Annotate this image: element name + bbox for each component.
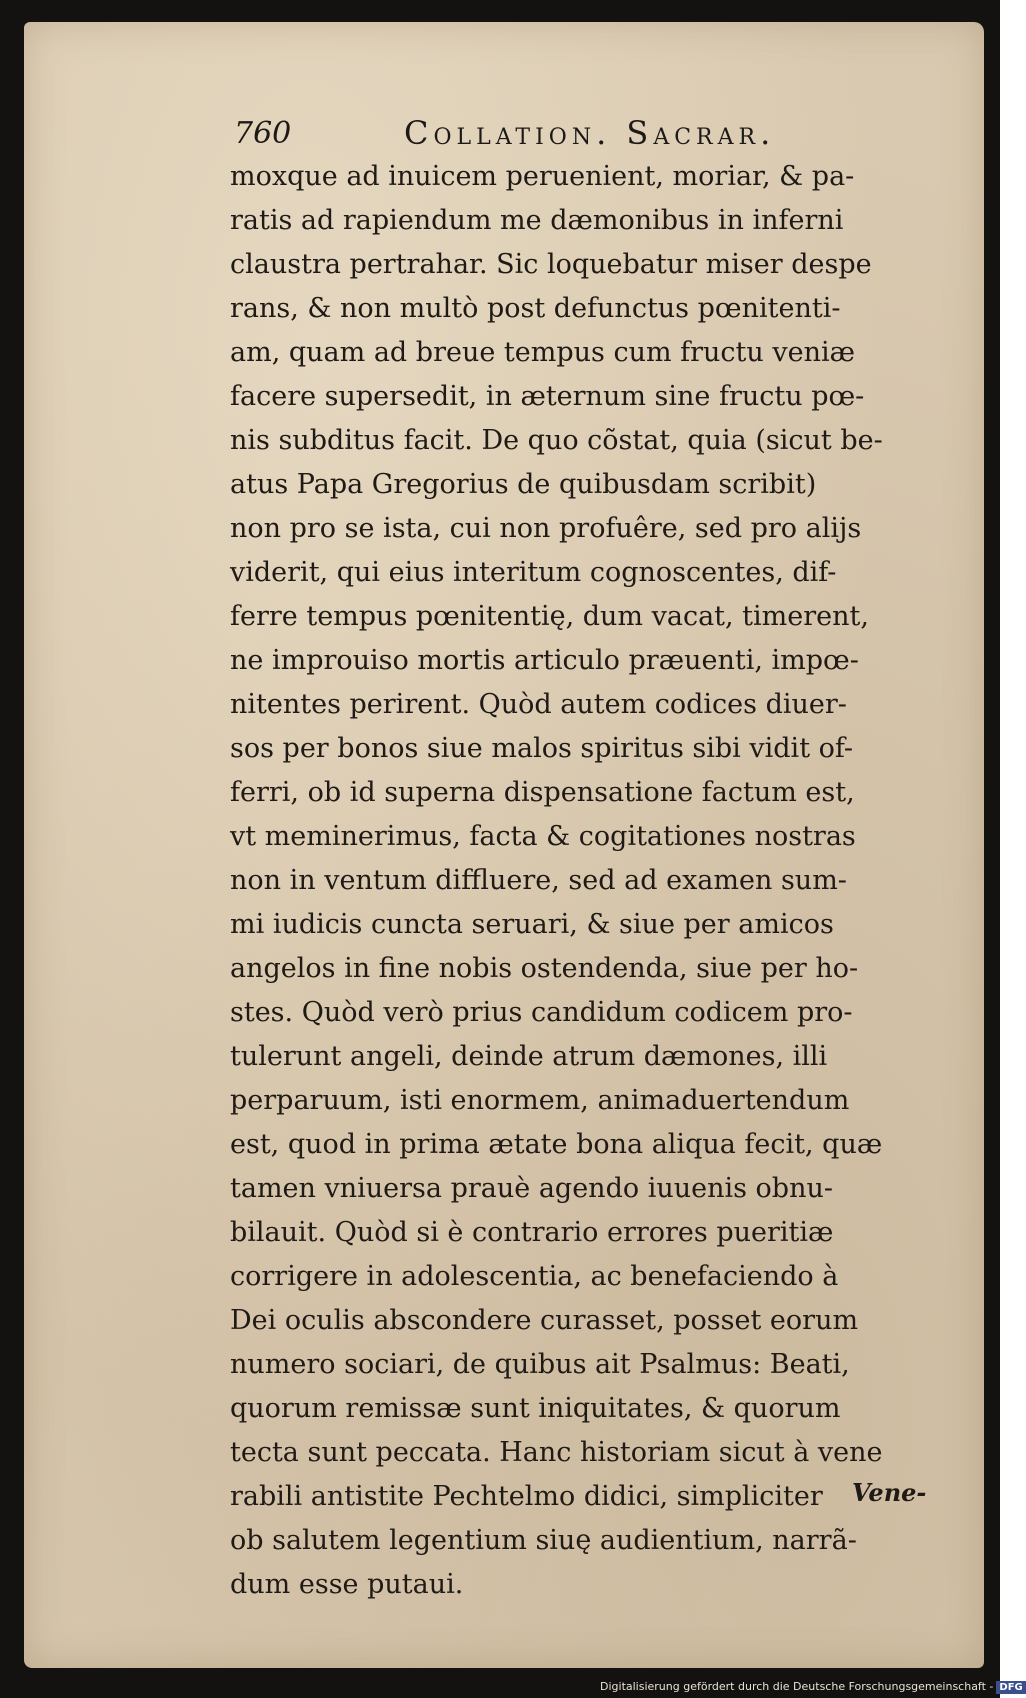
text-line: ob salutem legentium siuę audientium, narrã- <box>230 1525 857 1556</box>
text-line: moxque ad inuicem peruenient, moriar, & pa- <box>230 161 855 192</box>
text-line: ferri, ob id superna dispensatione factum est, <box>230 777 855 808</box>
text-line: non in ventum diffluere, sed ad examen sum- <box>230 865 847 896</box>
text-line: ratis ad rapiendum me dæmonibus in inferni <box>230 205 844 236</box>
text-line: stes. Quòd verò prius candidum codicem pro- <box>230 997 853 1028</box>
credit-text: Digitalisierung gefördert durch die Deutsche Forschungsgemeinschaft - <box>600 1680 994 1693</box>
text-line: quorum remissæ sunt iniquitates, & quorum <box>230 1393 841 1424</box>
text-line: numero sociari, de quibus ait Psalmus: Beati, <box>230 1349 850 1380</box>
text-line: nis subditus facit. De quo cõstat, quia (sicut be- <box>230 425 883 456</box>
text-line: facere supersedit, in æternum sine fructu pœ- <box>230 381 865 412</box>
text-line: non pro se ista, cui non profuêre, sed pro alijs <box>230 513 862 544</box>
text-line: atus Papa Gregorius de quibusdam scribit) <box>230 469 817 500</box>
text-line: tamen vniuersa prauè agendo iuuenis obnu- <box>230 1173 833 1204</box>
text-line: tecta sunt peccata. Hanc historiam sicut à vene <box>230 1437 883 1468</box>
running-title: Collation. Sacrar. <box>404 114 776 152</box>
text-line: rans, & non multò post defunctus pœnitenti- <box>230 293 841 324</box>
text-line: mi iudicis cuncta seruari, & siue per amicos <box>230 909 834 940</box>
catchword: Vene- <box>852 1478 927 1507</box>
text-line: viderit, qui eius interitum cognoscentes, dif- <box>230 557 837 588</box>
text-line: bilauit. Quòd si è contrario errores pueritiæ <box>230 1217 834 1248</box>
text-line: nitentes perirent. Quòd autem codices diuer- <box>230 689 847 720</box>
page-header <box>234 112 884 156</box>
text-line: est, quod in prima ætate bona aliqua fecit, quæ <box>230 1129 883 1160</box>
text-line: perparuum, isti enormem, animaduertendum <box>230 1085 850 1116</box>
text-line: vt meminerimus, facta & cogitationes nostras <box>230 821 856 852</box>
text-line: tulerunt angeli, deinde atrum dæmones, illi <box>230 1041 828 1072</box>
text-line: claustra pertrahar. Sic loquebatur miser despe <box>230 249 872 280</box>
text-line: sos per bonos siue malos spiritus sibi vidit of- <box>230 733 854 764</box>
body-text <box>230 155 930 1607</box>
text-line: am, quam ad breue tempus cum fructu veniæ <box>230 337 856 368</box>
text-line: corrigere in adolescentia, ac benefaciendo à <box>230 1261 839 1292</box>
text-line: rabili antistite Pechtelmo didici, simpliciter <box>230 1481 823 1512</box>
text-line: Dei oculis abscondere curasset, posset eorum <box>230 1305 859 1336</box>
dfg-logo: DFG <box>996 1681 1025 1694</box>
text-line: ne improuiso mortis articulo præuenti, impœ- <box>230 645 859 676</box>
digitization-credit <box>600 1678 1023 1696</box>
text-line: ferre tempus pœnitentię, dum vacat, timerent, <box>230 601 869 632</box>
page-number: 760 <box>234 116 292 151</box>
text-line: dum esse putaui. <box>230 1569 464 1600</box>
text-line: angelos in fine nobis ostendenda, siue per ho- <box>230 953 859 984</box>
